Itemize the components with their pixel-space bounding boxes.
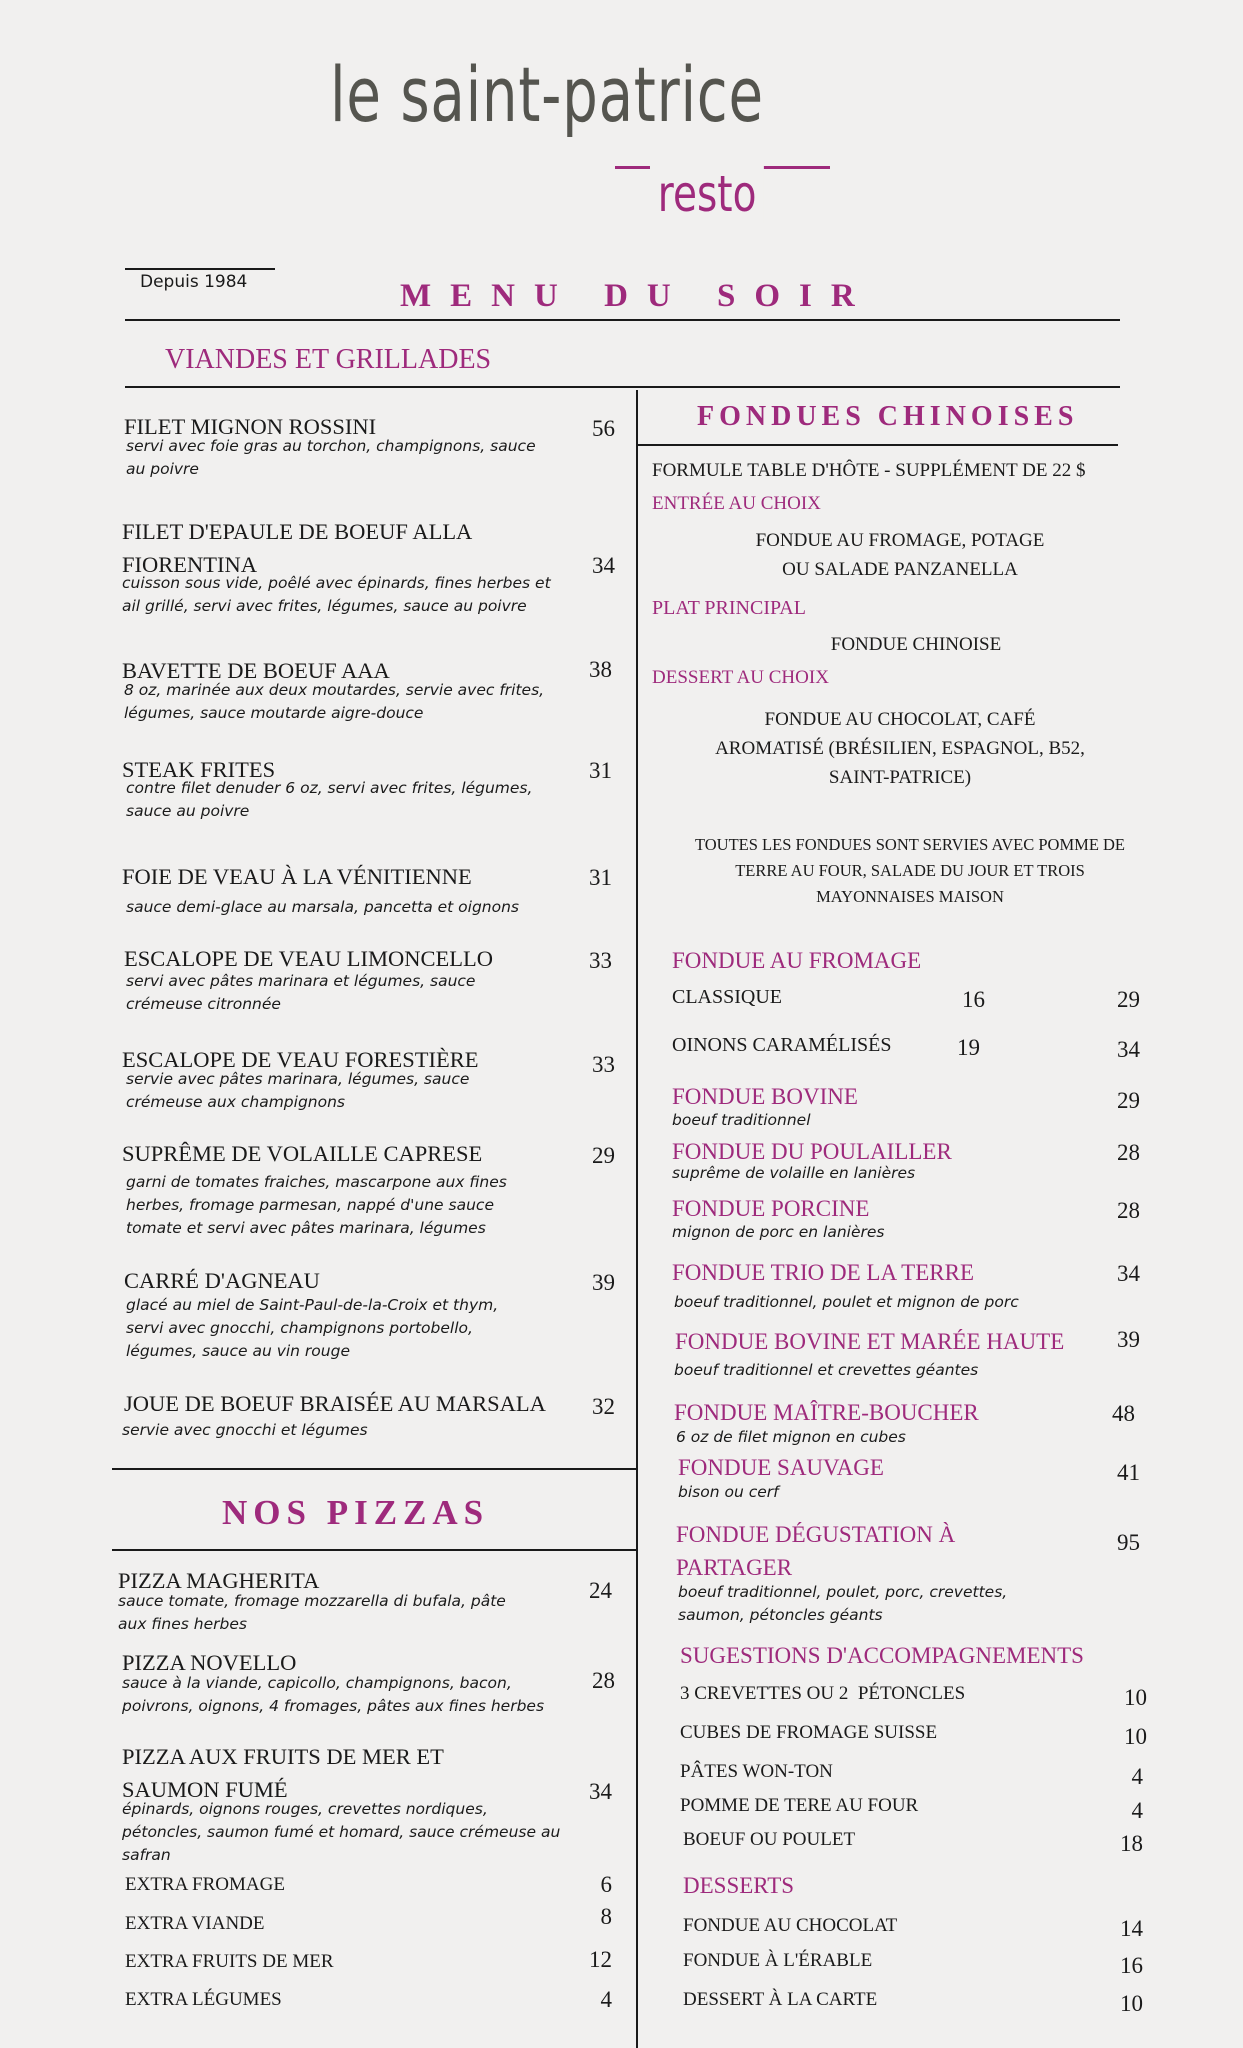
desserts-heading: DESSERTS bbox=[683, 1873, 795, 1898]
plat-text: FONDUE CHINOISE bbox=[830, 634, 1002, 655]
fromage-row-price-2: 34 bbox=[1117, 1037, 1140, 1062]
extra-name: EXTRA LÉGUMES bbox=[125, 1989, 282, 2010]
fondue-name: FONDUE TRIO DE LA TERRE bbox=[672, 1260, 974, 1285]
menu-item-name: ESCALOPE DE VEAU LIMONCELLO bbox=[124, 946, 493, 971]
viandes-heading: VIANDES ET GRILLADES bbox=[165, 344, 492, 375]
fondue-desc: boeuf traditionnel et crevettes géantes bbox=[674, 1361, 979, 1379]
fondue-note-line-1: TOUTES LES FONDUES SONT SERVIES AVEC POMME DE bbox=[694, 835, 1126, 854]
dessert-label: DESSERT AU CHOIX bbox=[652, 667, 829, 688]
fondues-heading: FONDUES CHINOISES bbox=[697, 401, 1079, 432]
entree-line-2: OU SALADE PANZANELLA bbox=[782, 559, 1018, 580]
menu-item-desc: glacé au miel de Saint-Paul-de-la-Croix et thym, servi avec gnocchi, champignons portobello, légumes, sauce au vin rouge bbox=[126, 1296, 499, 1360]
menu-item-desc: sauce tomate, fromage mozzarella di bufala, pâte aux fines herbes bbox=[118, 1592, 506, 1633]
accompagnement-price: 10 bbox=[1124, 1724, 1147, 1749]
dessert-name: FONDUE AU CHOCOLAT bbox=[683, 1915, 898, 1936]
fondue-note-line-2: TERRE AU FOUR, SALADE DU JOUR ET TROIS bbox=[735, 861, 1085, 880]
fondue-name: FONDUE DU POULAILLER bbox=[672, 1139, 952, 1164]
dessert-line-1: FONDUE AU CHOCOLAT, CAFÉ bbox=[764, 709, 1036, 730]
accompagnement-price: 4 bbox=[1131, 1764, 1143, 1789]
menu-title: MENU DU SOIR bbox=[400, 278, 874, 314]
extra-name: EXTRA VIANDE bbox=[125, 1913, 265, 1934]
accompagnement-name: CUBES DE FROMAGE SUISSE bbox=[680, 1722, 938, 1743]
menu-item-name: JOUE DE BOEUF BRAISÉE AU MARSALA bbox=[124, 1391, 546, 1416]
menu-item-price: 29 bbox=[592, 1143, 615, 1168]
menu-item-desc: cuisson sous vide, poêlé avec épinards, fines herbes et ail grillé, servi avec frites, légumes, sauce au poivre bbox=[122, 574, 551, 615]
menu-item-desc: servi avec foie gras au torchon, champignons, sauce au poivre bbox=[126, 437, 536, 478]
logo bbox=[330, 40, 850, 230]
menu-item-name: FILET MIGNON ROSSINI bbox=[124, 414, 377, 439]
entree-label: ENTRÉE AU CHOIX bbox=[652, 493, 821, 514]
menu-item-desc: sauce à la viande, capicollo, champignons, bacon, poivrons, oignons, 4 fromages, pâtes aux fines herbes bbox=[122, 1674, 545, 1715]
fondue-note-line-3: MAYONNAISES MAISON bbox=[816, 887, 1004, 906]
fondue-price: 28 bbox=[1117, 1140, 1140, 1165]
menu-item-price: 34 bbox=[589, 1779, 612, 1804]
fromage-row-price-1: 16 bbox=[962, 987, 985, 1012]
dessert-price: 10 bbox=[1120, 1991, 1143, 2016]
fondue-desc: boeuf traditionnel bbox=[672, 1111, 811, 1129]
menu-item-name: FILET D'EPAULE DE BOEUF ALLA FIORENTINA bbox=[122, 519, 472, 577]
fondue-name: FONDUE DÉGUSTATION À PARTAGER bbox=[676, 1522, 956, 1580]
fondue-name: FONDUE PORCINE bbox=[672, 1196, 870, 1221]
accompagnement-name: PÂTES WON-TON bbox=[680, 1761, 833, 1782]
extra-price: 4 bbox=[600, 1987, 612, 2012]
menu-item-desc: 8 oz, marinée aux deux moutardes, servie avec frites, légumes, sauce moutarde aigre-douce bbox=[124, 681, 545, 722]
menu-item-price: 33 bbox=[592, 1052, 615, 1077]
menu-item-name: CARRÉ D'AGNEAU bbox=[124, 1268, 320, 1293]
extra-price: 8 bbox=[600, 1904, 612, 1929]
logo-sub: resto bbox=[650, 165, 764, 223]
fondue-desc: boeuf traditionnel, poulet et mignon de porc bbox=[674, 1293, 1019, 1311]
menu-item-name: FOIE DE VEAU À LA VÉNITIENNE bbox=[122, 864, 472, 889]
accompagnement-name: BOEUF OU POULET bbox=[683, 1829, 856, 1850]
menu-item-desc: servi avec pâtes marinara et légumes, sauce crémeuse citronnée bbox=[126, 972, 476, 1013]
fondue-price: 48 bbox=[1112, 1401, 1135, 1426]
logo-name: le saint-patrice bbox=[330, 50, 764, 139]
fondue-price: 34 bbox=[1117, 1261, 1140, 1286]
menu-item-desc: garni de tomates fraiches, mascarpone aux fines herbes, fromage parmesan, nappé d'une sauce tomate et servi avec pâtes marinara, légumes bbox=[126, 1173, 507, 1237]
dessert-line-2: AROMATISÉ (BRÉSILIEN, ESPAGNOL, B52, bbox=[715, 738, 1085, 759]
fondue-desc: 6 oz de filet mignon en cubes bbox=[676, 1428, 906, 1446]
menu-item-price: 31 bbox=[589, 758, 612, 783]
since-line bbox=[125, 268, 275, 270]
column-divider bbox=[636, 390, 638, 2048]
accompagnement-price: 10 bbox=[1124, 1685, 1147, 1710]
dessert-line-3: SAINT-PATRICE) bbox=[828, 767, 972, 788]
menu-item-price: 31 bbox=[589, 865, 612, 890]
fromage-row-price-1: 19 bbox=[957, 1035, 980, 1060]
menu-item-desc: épinards, oignons rouges, crevettes nordiques, pétoncles, saumon fumé et homard, sauce crémeuse au safran bbox=[122, 1800, 561, 1864]
accompagnements-heading: SUGESTIONS D'ACCOMPAGNEMENTS bbox=[680, 1643, 1084, 1668]
menu-item-desc: servie avec pâtes marinara, légumes, sauce crémeuse aux champignons bbox=[126, 1070, 470, 1111]
fondue-desc: bison ou cerf bbox=[678, 1483, 779, 1501]
accompagnement-price: 4 bbox=[1131, 1798, 1143, 1823]
menu-item-name: SUPRÊME DE VOLAILLE CAPRESE bbox=[122, 1141, 483, 1166]
fondue-name: FONDUE BOVINE ET MARÉE HAUTE bbox=[675, 1329, 1065, 1354]
fondue-name: FONDUE BOVINE bbox=[672, 1084, 858, 1109]
dessert-price: 14 bbox=[1120, 1916, 1143, 1941]
menu-item-name: PIZZA MAGHERITA bbox=[118, 1568, 320, 1593]
dessert-price: 16 bbox=[1120, 1953, 1143, 1978]
pizzas-heading: NOS PIZZAS bbox=[222, 1493, 490, 1532]
fondue-name: FONDUE SAUVAGE bbox=[678, 1455, 884, 1480]
menu-item-name: STEAK FRITES bbox=[122, 757, 276, 782]
fondue-desc: boeuf traditionnel, poulet, porc, crevettes, saumon, pétoncles géants bbox=[678, 1583, 1008, 1624]
fondue-price: 28 bbox=[1117, 1198, 1140, 1223]
fondue-price: 39 bbox=[1117, 1327, 1140, 1352]
menu-item-desc: servie avec gnocchi et légumes bbox=[122, 1421, 368, 1439]
menu-item-name: ESCALOPE DE VEAU FORESTIÈRE bbox=[122, 1047, 479, 1072]
fondue-desc: mignon de porc en lanières bbox=[672, 1223, 885, 1241]
fondue-price: 41 bbox=[1117, 1460, 1140, 1485]
menu-item-price: 24 bbox=[589, 1578, 612, 1603]
extra-price: 12 bbox=[589, 1947, 612, 1972]
formule-text: FORMULE TABLE D'HÔTE - SUPPLÉMENT DE 22 $ bbox=[652, 460, 1086, 481]
menu-item-desc: sauce demi-glace au marsala, pancetta et oignons bbox=[126, 898, 520, 916]
fondues-rule bbox=[638, 444, 1118, 446]
menu-item-price: 38 bbox=[589, 657, 612, 682]
extra-name: EXTRA FROMAGE bbox=[125, 1874, 285, 1895]
menu-item-price: 32 bbox=[592, 1394, 615, 1419]
fromage-row-price-2: 29 bbox=[1117, 987, 1140, 1012]
menu-item-name: BAVETTE DE BOEUF AAA bbox=[122, 658, 390, 683]
title-rule bbox=[125, 319, 1120, 321]
menu-item-price: 56 bbox=[592, 416, 615, 441]
fondue-name: FONDUE MAÎTRE-BOUCHER bbox=[674, 1400, 979, 1425]
since-text: Depuis 1984 bbox=[140, 272, 248, 292]
menu-item-price: 34 bbox=[592, 553, 615, 578]
plat-label: PLAT PRINCIPAL bbox=[652, 597, 806, 619]
fondue-price: 95 bbox=[1117, 1530, 1140, 1555]
pizzas-rule-top bbox=[112, 1468, 636, 1470]
entree-line-1: FONDUE AU FROMAGE, POTAGE bbox=[755, 530, 1045, 551]
accompagnement-name: POMME DE TERE AU FOUR bbox=[680, 1795, 919, 1816]
dessert-name: DESSERT À LA CARTE bbox=[683, 1989, 878, 2010]
menu-item-price: 39 bbox=[592, 1270, 615, 1295]
viandes-rule bbox=[125, 386, 1120, 388]
menu-item-price: 33 bbox=[589, 948, 612, 973]
fromage-row-name: CLASSIQUE bbox=[672, 986, 783, 1008]
fondue-desc: suprême de volaille en lanières bbox=[672, 1164, 916, 1182]
pizzas-rule-bottom bbox=[112, 1549, 636, 1551]
accompagnement-price: 18 bbox=[1120, 1831, 1143, 1856]
fondue-price: 29 bbox=[1117, 1088, 1140, 1113]
fromage-heading: FONDUE AU FROMAGE bbox=[672, 948, 922, 973]
extra-name: EXTRA FRUITS DE MER bbox=[125, 1951, 334, 1972]
menu-item-name: PIZZA AUX FRUITS DE MER ET SAUMON FUMÉ bbox=[122, 1744, 444, 1802]
menu-item-name: PIZZA NOVELLO bbox=[122, 1650, 297, 1675]
accompagnement-name: 3 CREVETTES OU 2 PÉTONCLES bbox=[680, 1683, 966, 1704]
fromage-row-name: OINONS CARAMÉLISÉS bbox=[672, 1034, 892, 1056]
dessert-name: FONDUE À L'ÉRABLE bbox=[683, 1950, 873, 1971]
menu-item-price: 28 bbox=[592, 1668, 615, 1693]
extra-price: 6 bbox=[600, 1872, 612, 1897]
menu-item-desc: contre filet denuder 6 oz, servi avec frites, légumes, sauce au poivre bbox=[126, 779, 533, 820]
